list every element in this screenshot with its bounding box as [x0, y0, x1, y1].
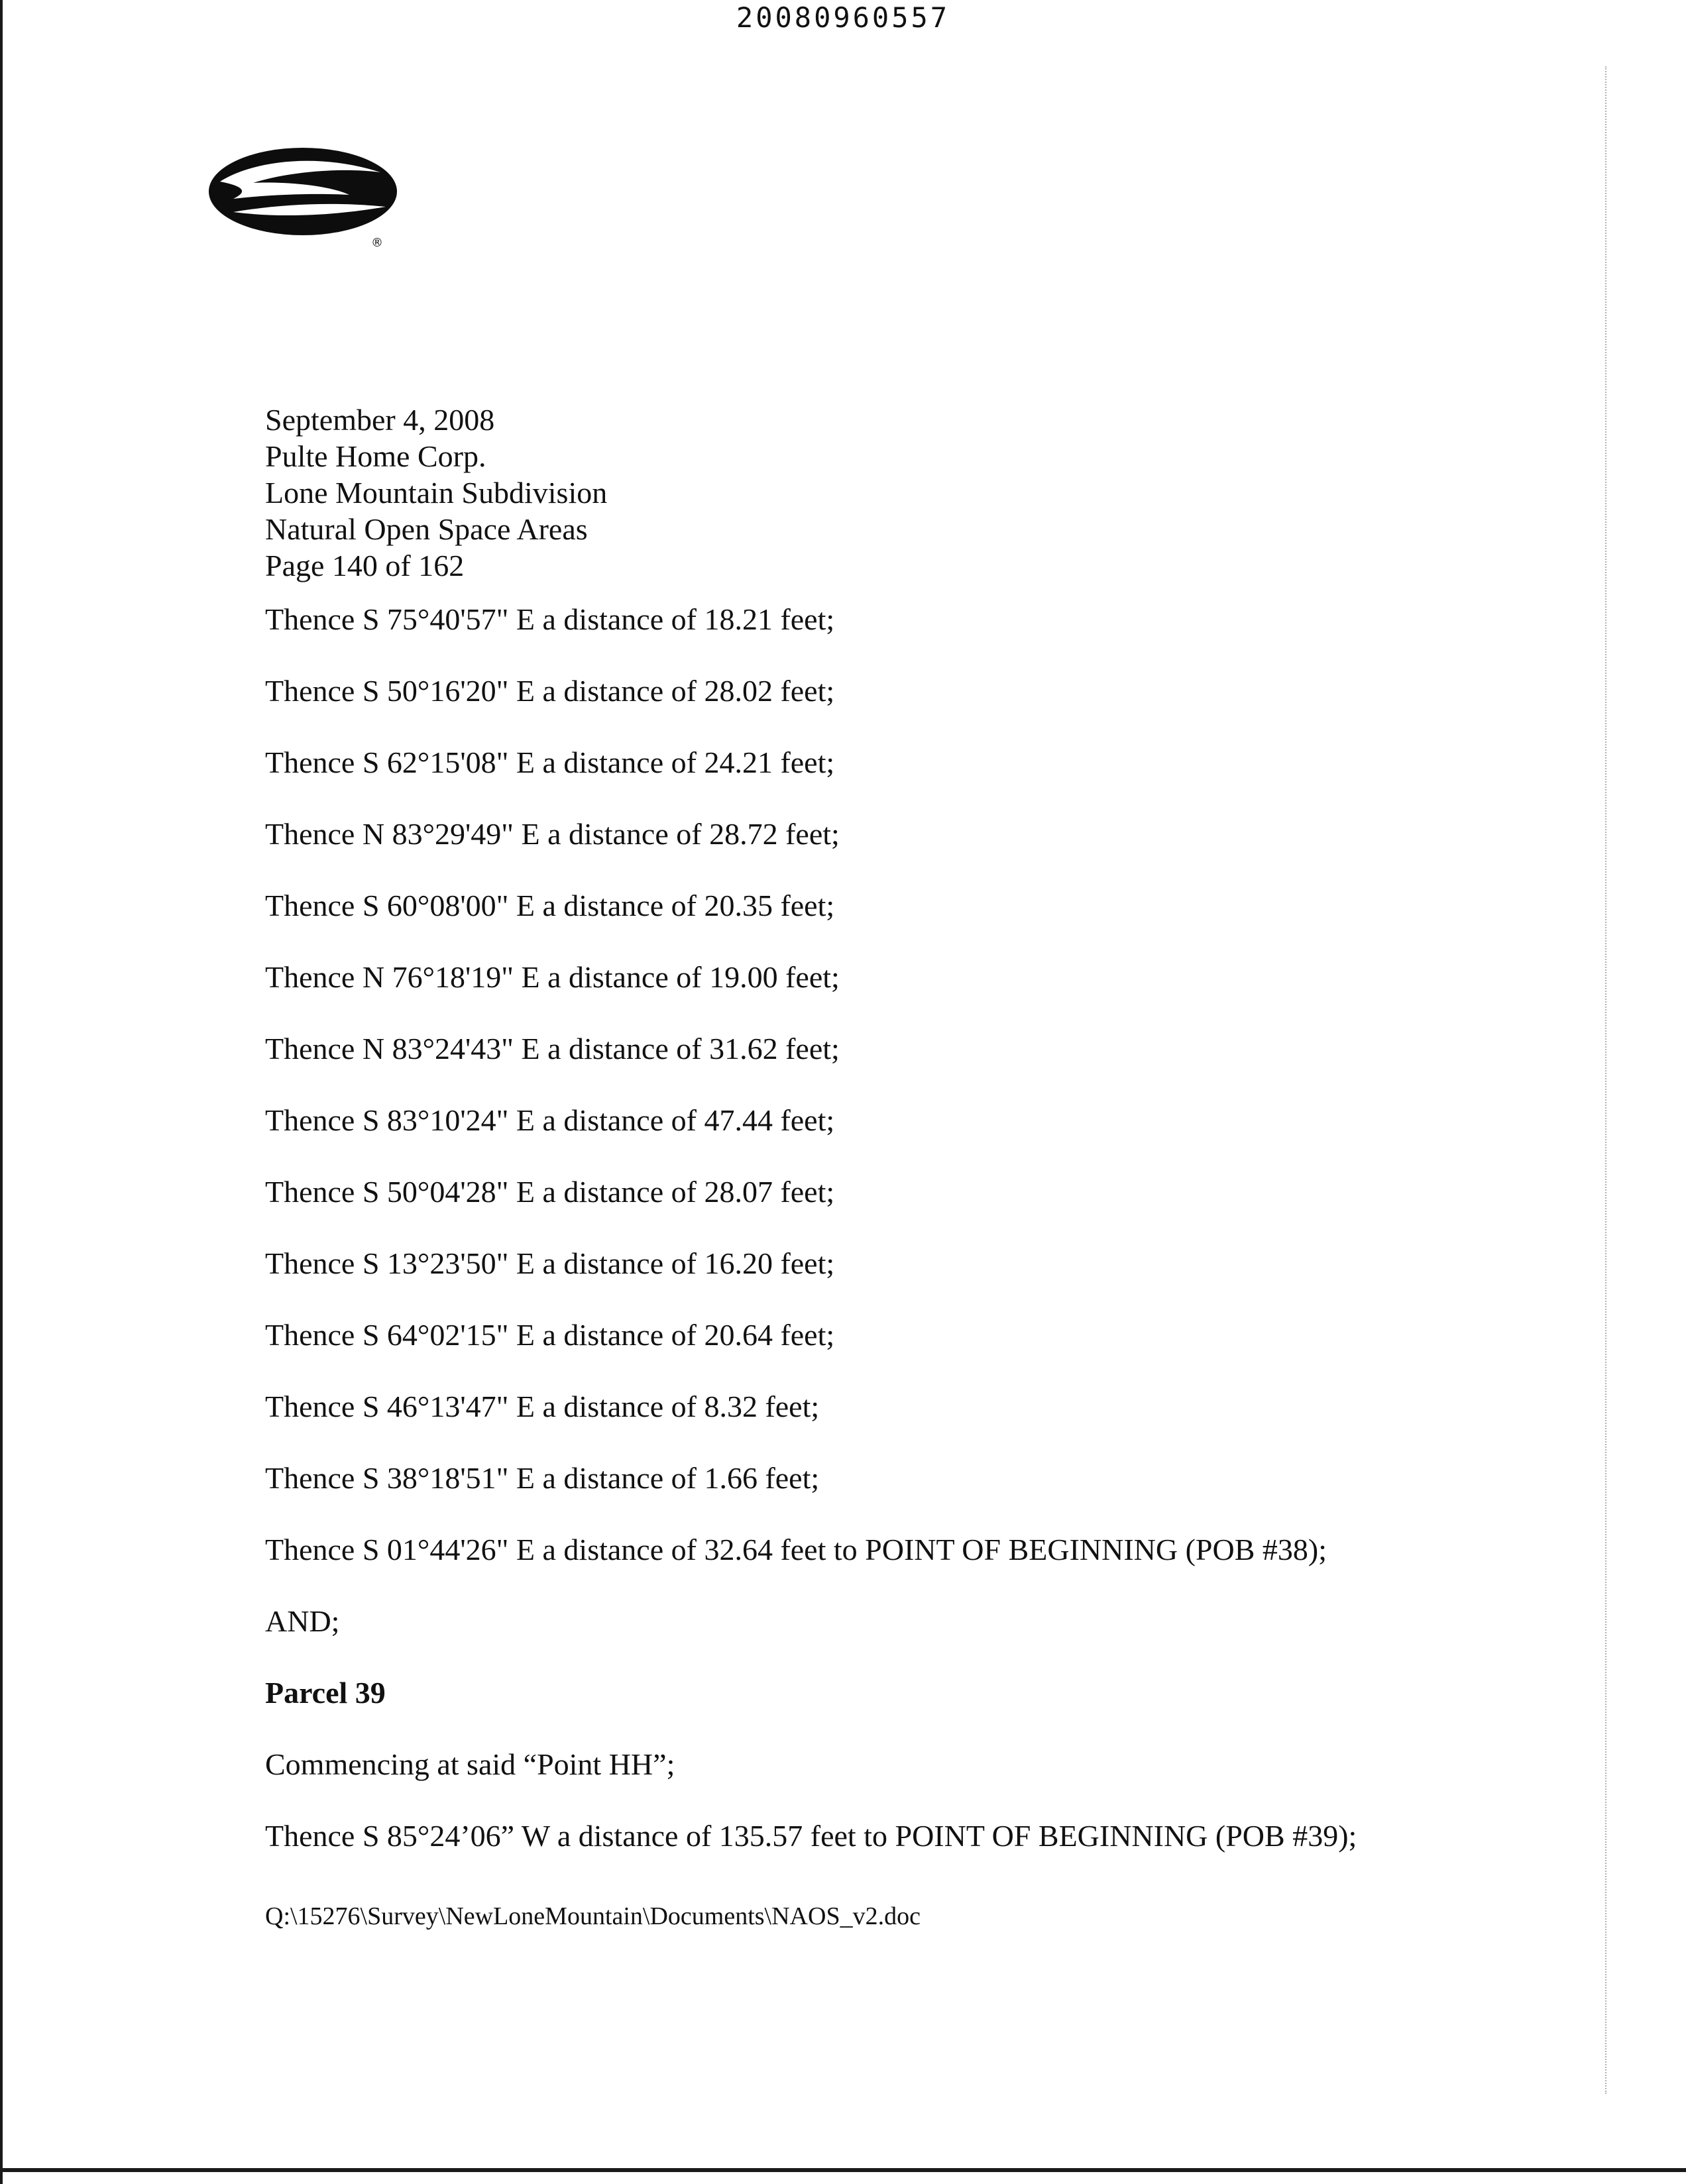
legal-line: Thence S 13°23'50" E a distance of 16.20 feet; [265, 1246, 835, 1280]
legal-line: Thence S 01°44'26" E a distance of 32.64 feet to POINT OF BEGINNING (POB #38); [265, 1533, 1327, 1566]
header-page-number: Page 140 of 162 [265, 549, 465, 582]
header-subject: Natural Open Space Areas [265, 512, 588, 546]
scan-edge-bottom [0, 2168, 1686, 2172]
letter-header [265, 402, 1564, 584]
legal-line: Thence S 75°40'57" E a distance of 18.21 feet; [265, 602, 835, 636]
parcel-line: Commencing at said “Point HH”; [265, 1747, 675, 1781]
legal-line: Thence N 83°29'49" E a distance of 28.72 feet; [265, 817, 840, 851]
legal-line: Thence S 62°15'08" E a distance of 24.21 feet; [265, 745, 835, 779]
legal-conjunction: AND; [265, 1604, 340, 1638]
legal-line: Thence S 64°02'15" E a distance of 20.64 feet; [265, 1318, 835, 1352]
header-company: Pulte Home Corp. [265, 439, 486, 473]
legal-line: Thence S 46°13'47" E a distance of 8.32 feet; [265, 1390, 820, 1423]
header-subdivision: Lone Mountain Subdivision [265, 476, 608, 510]
legal-line: Thence S 60°08'00" E a distance of 20.35 feet; [265, 889, 835, 922]
legal-line: Thence S 50°04'28" E a distance of 28.07 feet; [265, 1175, 835, 1209]
company-s-logo-icon [207, 140, 406, 253]
parcel-line: Thence S 85°24’06” W a distance of 135.57 feet to POINT OF BEGINNING (POB #39); [265, 1819, 1357, 1853]
parcel-heading: Parcel 39 [265, 1676, 386, 1710]
document-number: 20080960557 [736, 1, 950, 34]
legal-line: Thence N 76°18'19" E a distance of 19.00 feet; [265, 960, 840, 994]
legal-line: Thence S 50°16'20" E a distance of 28.02 feet; [265, 674, 835, 708]
scan-artifact-dots [1605, 66, 1608, 2094]
scan-edge-left [0, 0, 3, 2184]
legal-description [265, 602, 1564, 1854]
document-content [265, 402, 1564, 1890]
legal-line: Thence S 38°18'51" E a distance of 1.66 feet; [265, 1461, 820, 1495]
file-path-footer: Q:\15276\Survey\NewLoneMountain\Documents\NAOS_v2.doc [265, 1902, 921, 1930]
registered-mark: ® [371, 236, 383, 250]
legal-line: Thence N 83°24'43" E a distance of 31.62 feet; [265, 1032, 840, 1065]
legal-line: Thence S 83°10'24" E a distance of 47.44 feet; [265, 1103, 835, 1137]
header-date: September 4, 2008 [265, 403, 495, 437]
